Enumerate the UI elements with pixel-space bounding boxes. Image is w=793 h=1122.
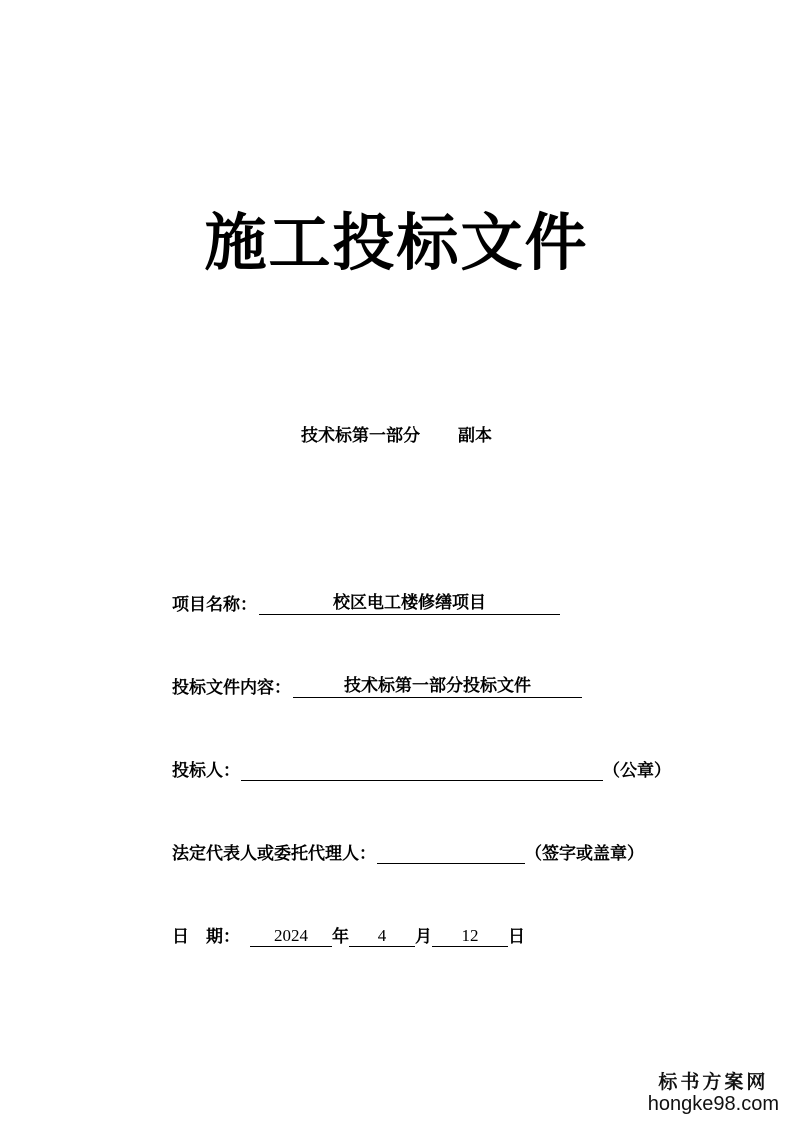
document-title: 施工投标文件 [204, 206, 589, 279]
document-subtitle [0, 426, 793, 446]
bidder-label: 投标人： [172, 761, 240, 781]
project-name-value: 校区电工楼修缮项目 [259, 594, 560, 615]
date-year-unit: 年 [332, 927, 349, 947]
bidder-blank [241, 760, 603, 781]
date-year: 2024 [250, 926, 332, 947]
date-day: 12 [432, 926, 508, 947]
date-row [172, 926, 525, 947]
subtitle-part: 技术标第一部分 [301, 426, 420, 446]
representative-blank [377, 843, 525, 864]
content-label: 投标文件内容： [172, 678, 291, 698]
bidder-suffix: （公章） [603, 761, 671, 781]
watermark-cn: 标书方案网 [658, 1071, 769, 1093]
project-name-label: 项目名称： [172, 595, 257, 615]
subtitle-copy: 副本 [458, 426, 492, 446]
content-value: 技术标第一部分投标文件 [293, 677, 582, 698]
date-month-unit: 月 [415, 927, 432, 947]
date-day-unit: 日 [508, 927, 525, 947]
date-label: 日 期： [172, 927, 240, 947]
watermark-logo [648, 1073, 779, 1114]
watermark-en: hongke98.com [647, 1093, 779, 1115]
representative-label: 法定代表人或委托代理人： [172, 844, 376, 864]
content-row [172, 677, 582, 698]
project-name-row [172, 594, 560, 615]
date-month: 4 [349, 926, 415, 947]
representative-suffix: （签字或盖章） [525, 844, 644, 864]
bidder-row [172, 760, 671, 781]
representative-row [172, 843, 644, 864]
